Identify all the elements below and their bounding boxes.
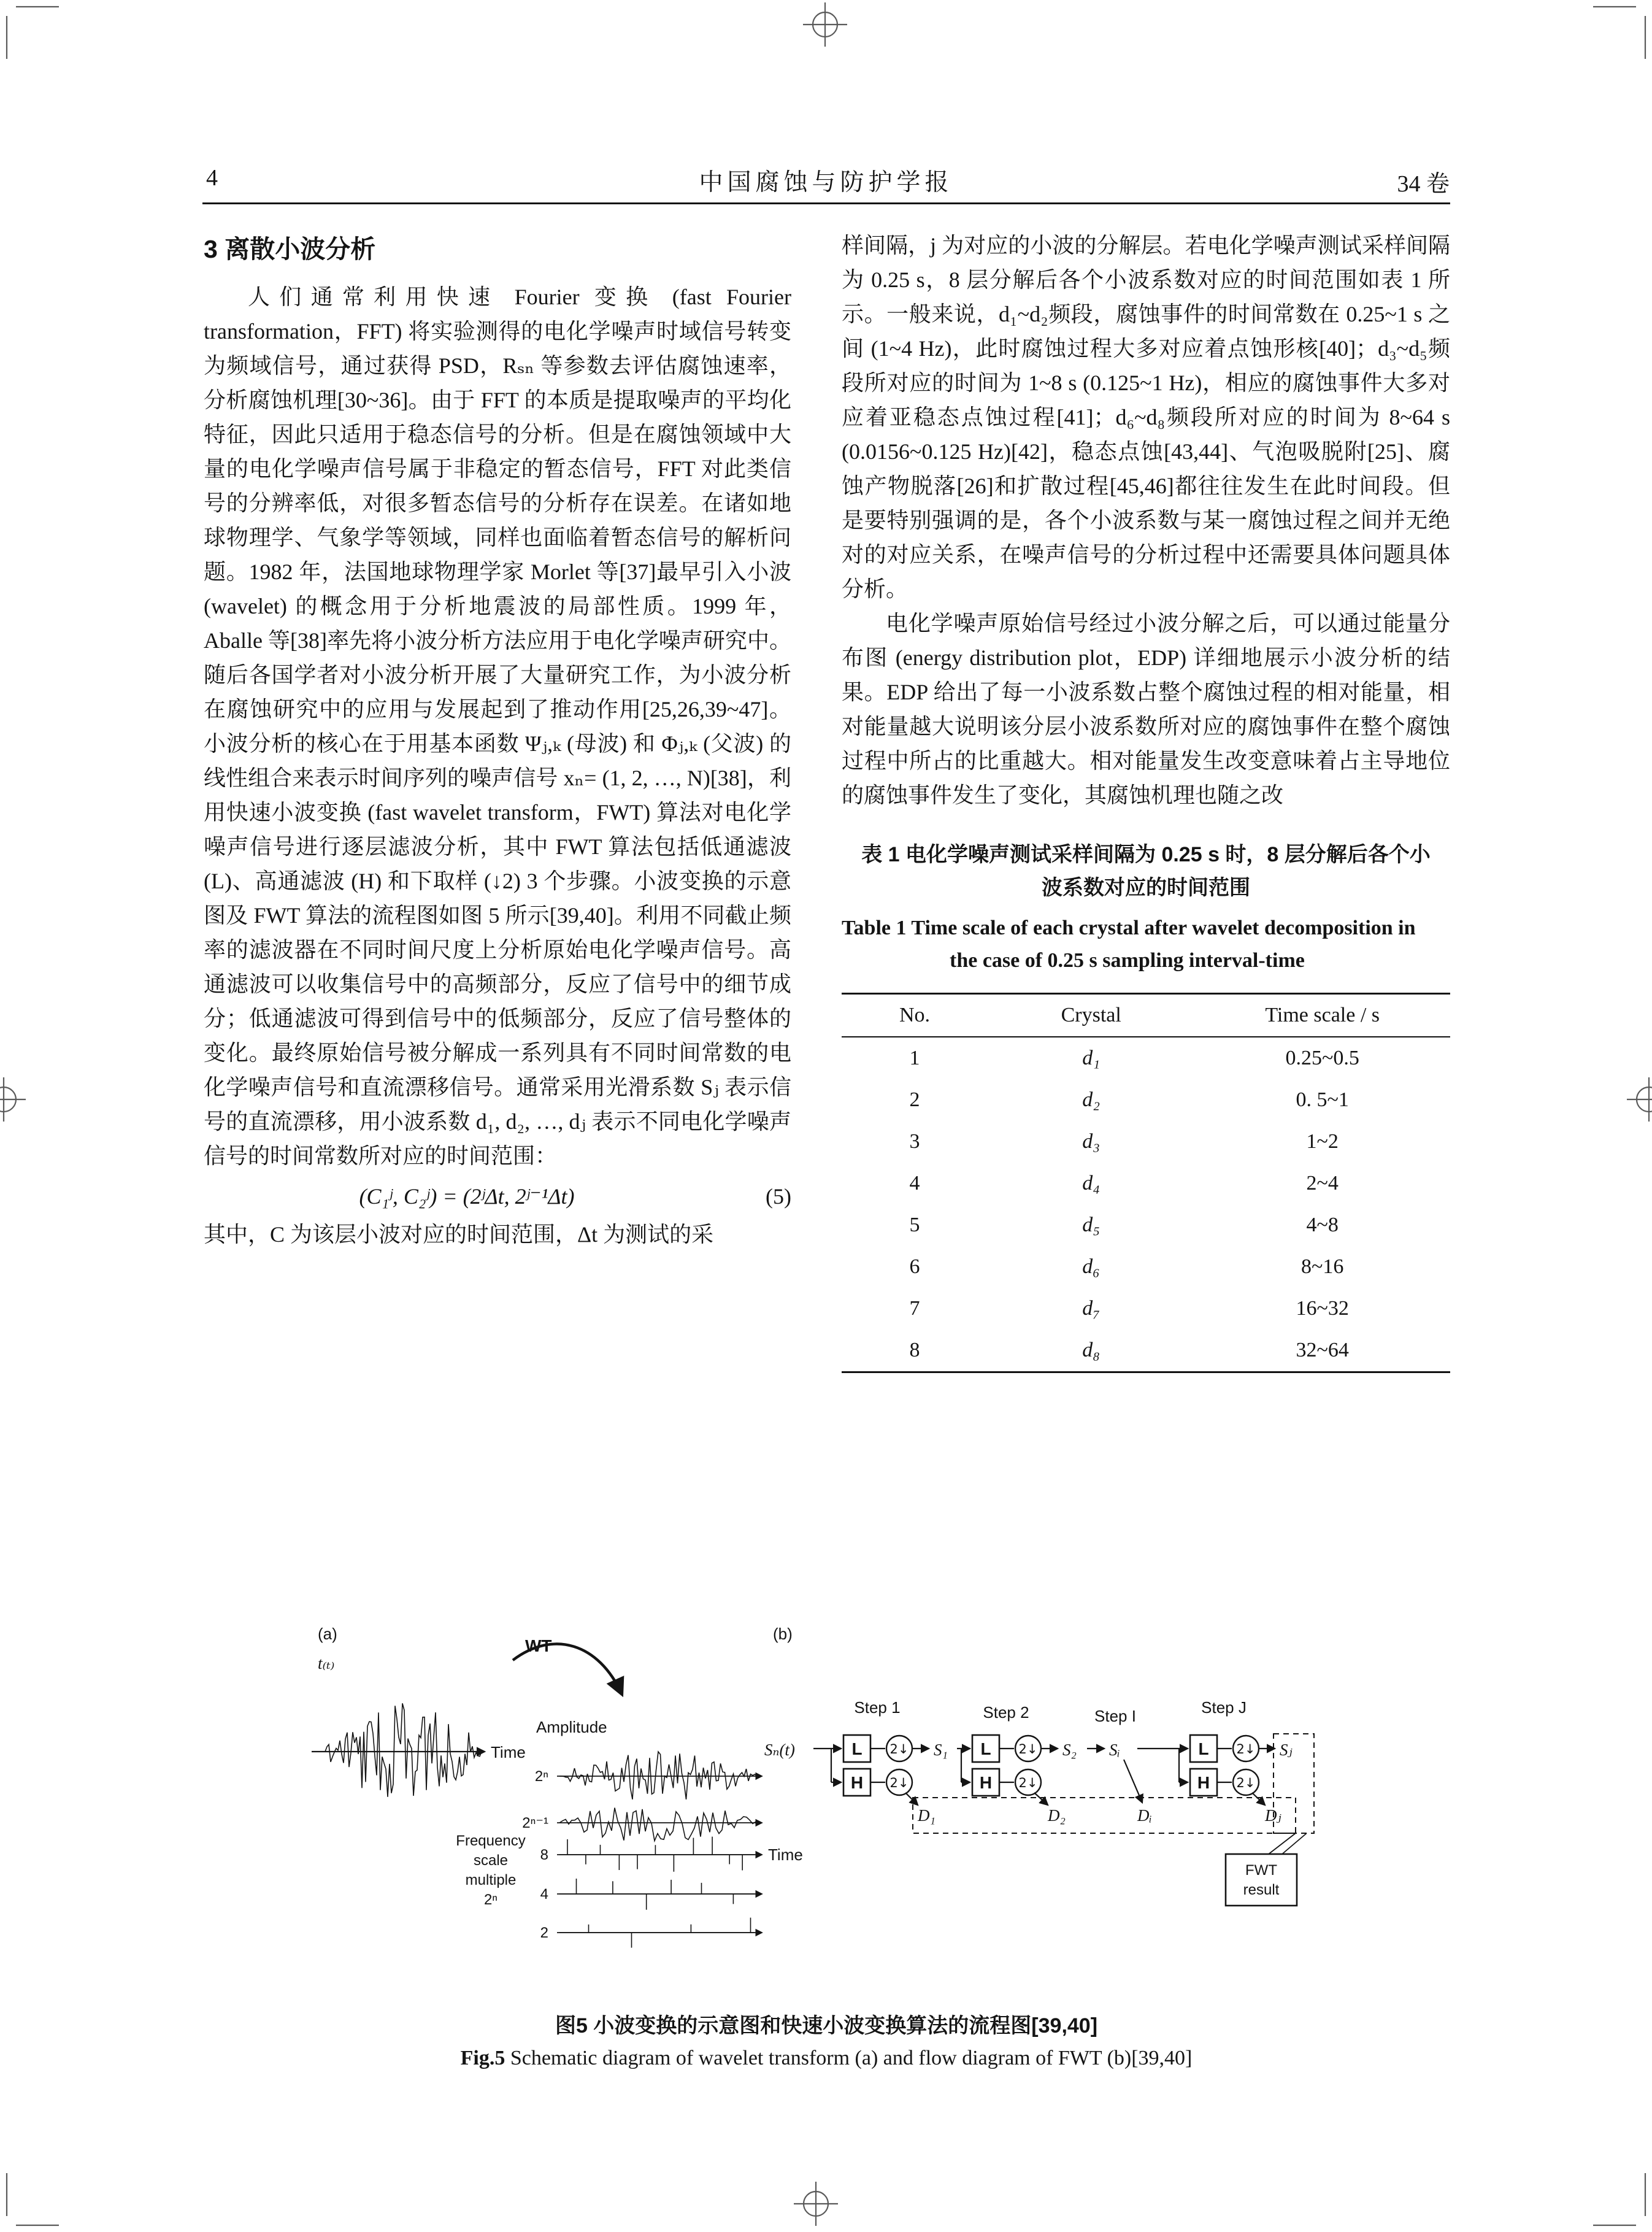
cell-no: 4 [909, 1172, 920, 1195]
section-heading: 3 离散小波分析 [204, 235, 376, 263]
freq-scale-label: multiple [465, 1872, 517, 1888]
scale-label: 8 [540, 1847, 548, 1863]
detail-coefficient-label: Dⱼ [1265, 1806, 1281, 1825]
freq-scale-label: Frequency [456, 1833, 526, 1849]
col-header-timescale: Time scale / s [1265, 1004, 1380, 1026]
amplitude-label: Amplitude [536, 1718, 607, 1736]
volume-number: 34 卷 [1397, 171, 1450, 197]
cell-no: 6 [909, 1255, 920, 1278]
right-column [842, 228, 1450, 1373]
journal-title: 中国腐蚀与防护学报 [699, 169, 953, 196]
figure-caption-en [202, 2047, 1450, 2070]
registration-mark-bottom-right-icon [1591, 2171, 1647, 2227]
body-paragraph: 人们通常利用快速 Fourier 变换 (fast Fourier transformation，FFT) 将实验测得的电化学噪声时域信号转变为频域信号，通过获得 PSD，Rₛₙ 等参数去评估腐蚀速率，分析腐蚀机理[30~36]。由于 FFT 的本质是提取噪声的平均化特征，因此只适用于稳态信号的分析。但是在腐蚀领域中大量的电化学噪声信号属于非稳定的暂态信号，FFT 对此类信号的分辨率低，对很多暂态信号的分析存在误差。在诸如地球物理学、气象学等领域，同样也面临着暂态信号的解析问题。1982 年，法国地球物理学家 Morlet 等[37]最早引入小波 (wavelet) 的概念用于分析地震波的局部性质。1999 年，Aballe 等[38]率先将小波分析方法应用于电化学噪声研究中。随后各国学者对小波分析开展了大量研究工作，为小波分析在腐蚀研究中的应用与发展起到了推动作用[25,26,39~47]。小波分析的核心在于用基本函数 Ψⱼ,ₖ (母波) 和 Φⱼ,ₖ (父波) 的线性组合来表示时间序列的噪声信号 xₙ= (1, 2, …, N)[38]，利用快速小波变换 (fast wavelet transform，FWT) 算法对电化学噪声信号进行逐层滤波分析，其中 FWT 算法包括低通滤波 (L)、高通滤波 (H) 和下取样 (↓2) 3 个步骤。小波变换的示意图及 FWT 算法的流程图如图 5 所示[39,40]。利用不同截止频率的滤波器在不同时间尺度上分析原始电化学噪声信号。高通滤波可以收集信号中的高频部分，反应了信号中的细节成分；低通滤波可得到信号中的低频部分，反应了信号整体的变化。最终原始信号被分解成一系列具有不同时间常数的电化学噪声信号和直流漂移信号。通常采用光滑系数 Sⱼ 表示信号的直流漂移，用小波系数 d₁, d₂, …, dⱼ 表示不同电化学噪声信号的时间常数所对应的时间范围： [204, 285, 791, 1168]
cell-crystal: d₇ [1082, 1297, 1101, 1320]
table-row [842, 1204, 1450, 1246]
cell-timescale: 0.25~0.5 [1285, 1047, 1359, 1069]
lowpass-label: L [851, 1739, 862, 1758]
table-caption-en-label: Table 1 [842, 917, 907, 939]
downsample-label: 2↓ [1236, 1742, 1256, 1757]
wt-arrow [513, 1644, 622, 1695]
crystal-waveform [559, 1918, 755, 1948]
signal-symbol: t₍ₜ₎ [318, 1654, 335, 1672]
table-row [842, 1288, 1450, 1330]
cell-crystal: d₂ [1082, 1088, 1101, 1111]
time-axis-label: Time [491, 1743, 526, 1761]
equation-number: (5) [766, 1184, 791, 1209]
figure-caption-cn: 图5 小波变换的示意图和快速小波变换算法的流程图[39,40] [555, 2014, 1098, 2038]
registration-mark-bottom-left-icon [5, 2171, 61, 2227]
cell-no: 7 [909, 1297, 920, 1320]
result-pointer-line [1282, 1833, 1307, 1854]
input-signal-label: Sₙ(t) [764, 1741, 795, 1759]
registration-crosshair-right-icon [1626, 1076, 1652, 1123]
fwt-result-label: FWT [1245, 1862, 1277, 1879]
body-paragraph: 样间隔，j 为对应的小波的分解层。若电化学噪声测试采样间隔为 0.25 s，8 层分解后各个小波系数对应的时间范围如表 1 所示。一般来说，d₁~d₂频段，腐蚀事件的时间常数在 0.25~1 s 之间 (1~4 Hz)，此时腐蚀过程大多对应着点蚀形核[40]；d₃~d₅频段所对应的时间为 1~8 s (0.125~1 Hz)，相应的腐蚀事件大多对应着亚稳态点蚀过程[41]；d₆~d₈频段所对应的时间为 8~64 s (0.0156~0.125 Hz)[42]，稳态点蚀[43,44]、气泡吸脱附[25]、腐蚀产物脱落[26]和扩散过程[45,46]都往往发生在此时间段。但是要特别强调的是，各个小波系数与某一腐蚀过程之间并无绝对的对应关系，在噪声信号的分析过程中还需要具体问题具体分析。 [842, 233, 1450, 601]
registration-crosshair-bottom-icon [793, 2180, 839, 2227]
scale-label: 2ⁿ⁻¹ [522, 1815, 548, 1831]
cell-crystal: d₁ [1082, 1047, 1101, 1069]
lowpass-label: L [980, 1739, 991, 1758]
subfigure-a [312, 1625, 803, 1948]
smooth-coefficient-label: S₁ [934, 1741, 948, 1759]
fwt-result-label: result [1243, 1882, 1280, 1898]
cell-timescale: 16~32 [1296, 1297, 1349, 1320]
scale-label: 4 [540, 1886, 548, 1903]
raw-noise-waveform [325, 1703, 482, 1797]
table-row [842, 1246, 1450, 1288]
step-label: Step 2 [983, 1703, 1029, 1722]
time-scale-table [842, 993, 1450, 1373]
cell-crystal: d₄ [1082, 1172, 1101, 1195]
cell-no: 2 [909, 1088, 920, 1111]
col-header-no: No. [899, 1004, 931, 1026]
left-column [204, 228, 791, 1252]
table-row [842, 1121, 1450, 1163]
table-row [842, 1330, 1450, 1372]
highpass-label: H [850, 1773, 864, 1792]
flow-line [1124, 1760, 1142, 1803]
subfigure-b [764, 1625, 1314, 1906]
flow-line [905, 1793, 918, 1805]
smooth-coefficient-label: S₂ [1062, 1741, 1077, 1759]
time-axis-label: Time [768, 1845, 803, 1864]
cell-timescale: 8~16 [1300, 1255, 1344, 1278]
cell-timescale: 1~2 [1306, 1130, 1339, 1153]
cell-timescale: 0. 5~1 [1296, 1088, 1349, 1111]
step-label: Step J [1201, 1698, 1247, 1717]
flow-line [1252, 1793, 1265, 1805]
cell-no: 5 [909, 1214, 920, 1236]
detail-coefficients-group [913, 1798, 1296, 1833]
scale-label: 2 [540, 1925, 548, 1941]
figure-caption-en-text: Schematic diagram of wavelet transform (a) and flow diagram of FWT (b)[39,40] [505, 2047, 1193, 2069]
downsample-label: 2↓ [1018, 1742, 1038, 1757]
cell-timescale: 32~64 [1296, 1339, 1349, 1361]
wavelet-transform-label: WT [525, 1636, 552, 1655]
col-header-crystal: Crystal [1061, 1004, 1121, 1026]
flow-line [1034, 1793, 1048, 1805]
result-pointer-line [1269, 1833, 1296, 1854]
crystal-waveform [559, 1808, 757, 1841]
downsample-label: 2↓ [1236, 1776, 1256, 1790]
downsample-label: 2↓ [1018, 1776, 1038, 1790]
registration-crosshair-left-icon [0, 1076, 27, 1123]
cell-crystal: d₈ [1082, 1339, 1101, 1361]
registration-mark-top-left-icon [5, 5, 61, 61]
cell-crystal: d₃ [1082, 1130, 1101, 1153]
table-caption-en [842, 912, 1450, 977]
equation-body: (C₁ʲ, C₂ʲ) = (2ʲΔt, 2ʲ⁻¹Δt) [359, 1184, 575, 1209]
highpass-label: H [1197, 1773, 1210, 1792]
table-row [842, 1037, 1450, 1079]
crystal-waveform [559, 1752, 757, 1799]
cell-timescale: 4~8 [1306, 1214, 1339, 1236]
subfigure-a-label: (a) [318, 1625, 337, 1643]
detail-coefficient-label: D₂ [1048, 1806, 1066, 1825]
downsample-label: 2↓ [889, 1742, 909, 1757]
cell-no: 3 [909, 1130, 920, 1153]
header-rule [202, 202, 1450, 204]
table-header-row [842, 994, 1450, 1037]
subfigure-b-label: (b) [773, 1625, 793, 1643]
detail-coefficient-label: Dᵢ [1137, 1806, 1152, 1825]
table-row [842, 1163, 1450, 1204]
table-1-block [842, 838, 1450, 1373]
body-paragraph: 其中，C 为该层小波对应的时间范围，Δt 为测试的采 [204, 1222, 714, 1247]
table-row [842, 1079, 1450, 1121]
figure-5 [288, 1620, 1319, 2000]
table-caption-cn: 表 1 电化学噪声测试采样间隔为 0.25 s 时，8 层分解后各个小波系数对应的时间范围 [861, 843, 1431, 899]
step-label: Step 1 [854, 1698, 901, 1717]
table-caption-en-text: Time scale of each crystal after wavelet decomposition in the case of 0.25 s sampling interval-time [906, 917, 1416, 972]
crystal-waveform [559, 1879, 755, 1910]
figure-caption-en-label: Fig.5 [460, 2047, 505, 2069]
scale-label: 2ⁿ [534, 1768, 548, 1785]
highpass-label: H [979, 1773, 993, 1792]
smooth-coefficient-label: Sᵢ [1109, 1741, 1120, 1759]
freq-scale-label: 2ⁿ [483, 1891, 498, 1908]
equation-5 [204, 1179, 791, 1214]
downsample-label: 2↓ [889, 1776, 909, 1790]
smooth-coefficient-label: Sⱼ [1280, 1741, 1293, 1759]
step-label: Step I [1094, 1707, 1136, 1725]
cell-crystal: d₅ [1082, 1214, 1101, 1236]
cell-crystal: d₆ [1082, 1255, 1101, 1278]
cell-no: 8 [909, 1339, 920, 1361]
body-paragraph: 电化学噪声原始信号经过小波分解之后，可以通过能量分布图 (energy distribution plot，EDP) 详细地展示小波分析的结果。EDP 给出了每一小波系数占整个腐蚀过程的相对能量，相对能量越大说明该分层小波系数所对应的腐蚀事件在整个腐蚀过程中所占的比重越大。相对能量发生改变意味着占主导地位的腐蚀事件发生了变化，其腐蚀机理也随之改 [842, 611, 1450, 807]
cell-timescale: 2~4 [1306, 1172, 1339, 1195]
detail-coefficient-label: D₁ [918, 1806, 935, 1825]
registration-mark-top-right-icon [1591, 5, 1647, 61]
freq-scale-label: scale [473, 1852, 509, 1869]
lowpass-label: L [1198, 1739, 1209, 1758]
cell-no: 1 [909, 1047, 920, 1069]
page-number: 4 [206, 165, 218, 191]
registration-crosshair-top-icon [802, 1, 848, 48]
